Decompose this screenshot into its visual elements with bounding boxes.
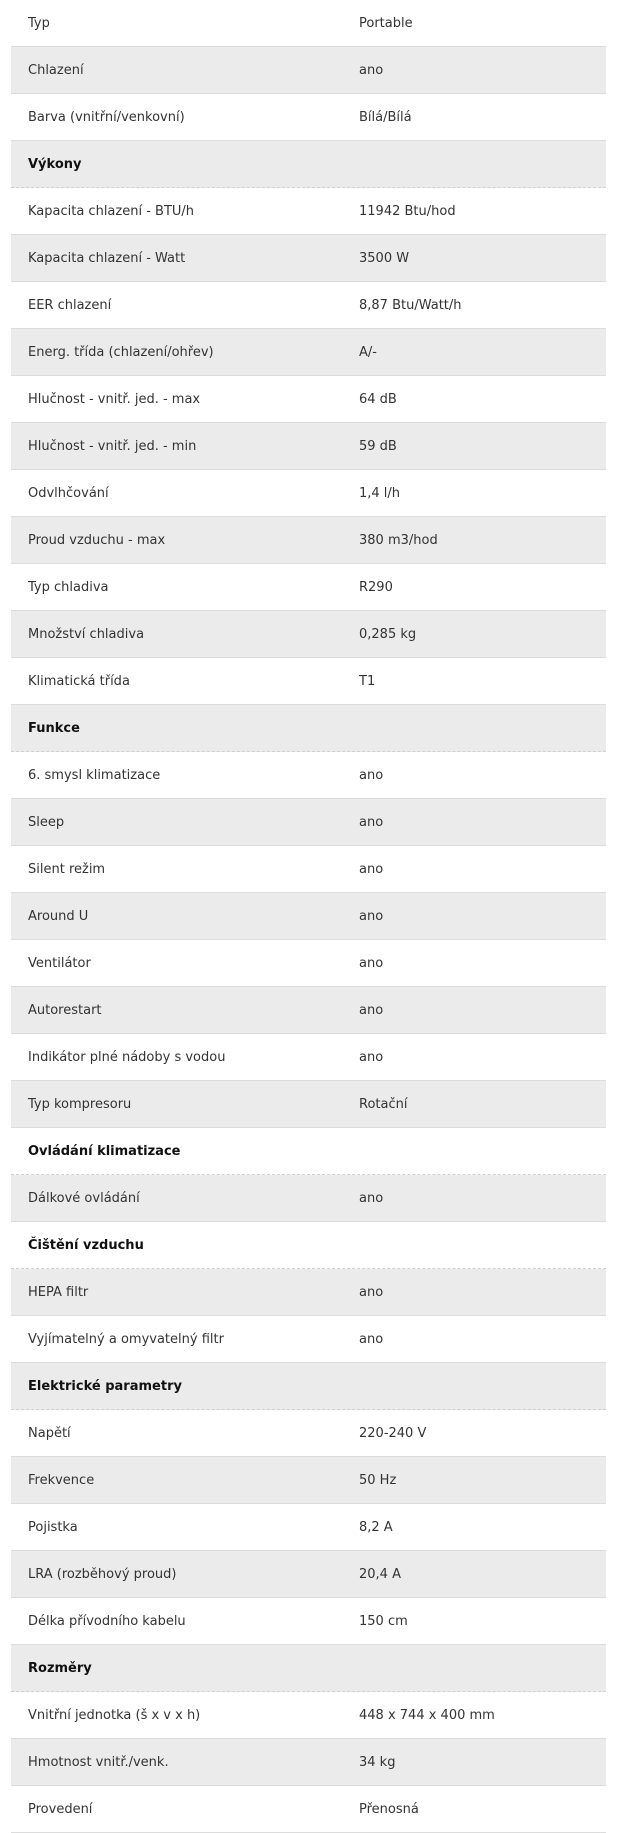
spec-label: Kapacita chlazení - Watt <box>28 250 186 266</box>
spec-row <box>11 1598 606 1645</box>
spec-label: Proud vzduchu - max <box>28 532 166 548</box>
spec-row <box>11 1081 606 1128</box>
spec-value: ano <box>359 1190 384 1206</box>
section-header <box>11 705 606 752</box>
spec-value: 8,2 A <box>359 1519 393 1535</box>
spec-label: Ventilátor <box>28 955 91 971</box>
spec-row <box>11 564 606 611</box>
spec-value: ano <box>359 814 384 830</box>
spec-row <box>11 1316 606 1363</box>
spec-label: LRA (rozběhový proud) <box>28 1566 177 1582</box>
section-title: Rozměry <box>28 1660 92 1676</box>
spec-value: 448 x 744 x 400 mm <box>359 1707 495 1723</box>
spec-value: ano <box>359 908 384 924</box>
spec-row <box>11 1551 606 1598</box>
spec-row <box>11 799 606 846</box>
spec-value: 220-240 V <box>359 1425 427 1441</box>
spec-value: 20,4 A <box>359 1566 401 1582</box>
spec-value: 150 cm <box>359 1613 408 1629</box>
spec-row <box>11 470 606 517</box>
spec-label: Chlazení <box>28 62 84 78</box>
spec-value: ano <box>359 861 384 877</box>
spec-row <box>11 1034 606 1081</box>
spec-label: Indikátor plné nádoby s vodou <box>28 1049 226 1065</box>
spec-label: Typ <box>28 15 50 31</box>
spec-label: Klimatická třída <box>28 673 130 689</box>
spec-value: Bílá/Bílá <box>359 109 412 125</box>
spec-label: Hlučnost - vnitř. jed. - min <box>28 438 197 454</box>
spec-label: Délka přívodního kabelu <box>28 1613 186 1629</box>
spec-label: Napětí <box>28 1425 71 1441</box>
spec-row <box>11 1739 606 1786</box>
spec-label: Around U <box>28 908 89 924</box>
spec-value: Rotační <box>359 1096 408 1112</box>
spec-label: Silent režim <box>28 861 106 877</box>
spec-row <box>11 282 606 329</box>
spec-value: ano <box>359 62 384 78</box>
spec-label: EER chlazení <box>28 297 112 313</box>
spec-label: Sleep <box>28 814 65 830</box>
spec-label: Energ. třída (chlazení/ohřev) <box>28 344 214 360</box>
spec-row <box>11 517 606 564</box>
spec-label: Dálkové ovládání <box>28 1190 140 1206</box>
section-title: Čištění vzduchu <box>28 1237 144 1253</box>
spec-label: Kapacita chlazení - BTU/h <box>28 203 195 219</box>
spec-row <box>11 0 606 47</box>
spec-label: Typ chladiva <box>28 579 109 595</box>
spec-value: ano <box>359 1331 384 1347</box>
spec-label: 6. smysl klimatizace <box>28 767 161 783</box>
spec-row <box>11 1786 606 1833</box>
spec-row <box>11 235 606 282</box>
spec-row <box>11 1457 606 1504</box>
spec-row <box>11 846 606 893</box>
spec-row <box>11 1410 606 1457</box>
section-title: Výkony <box>28 156 82 172</box>
spec-value: 3500 W <box>359 250 410 266</box>
section-header <box>11 1645 606 1692</box>
spec-value: 11942 Btu/hod <box>359 203 456 219</box>
spec-value: 50 Hz <box>359 1472 397 1488</box>
spec-label: Frekvence <box>28 1472 95 1488</box>
spec-row <box>11 752 606 799</box>
spec-label: Množství chladiva <box>28 626 145 642</box>
spec-row <box>11 376 606 423</box>
spec-row <box>11 893 606 940</box>
spec-label: Vyjímatelný a omyvatelný filtr <box>28 1331 224 1347</box>
spec-table <box>11 0 606 1833</box>
spec-row <box>11 611 606 658</box>
spec-value: ano <box>359 767 384 783</box>
spec-value: 34 kg <box>359 1754 396 1770</box>
spec-label: Provedení <box>28 1801 93 1817</box>
spec-label: Vnitřní jednotka (š x v x h) <box>28 1707 201 1723</box>
spec-value: A/- <box>359 344 377 360</box>
spec-row <box>11 1175 606 1222</box>
spec-value: Portable <box>359 15 413 31</box>
spec-row <box>11 1504 606 1551</box>
section-header <box>11 1222 606 1269</box>
spec-row <box>11 423 606 470</box>
spec-value: ano <box>359 1049 384 1065</box>
spec-row <box>11 47 606 94</box>
spec-label: Autorestart <box>28 1002 102 1018</box>
spec-value: 8,87 Btu/Watt/h <box>359 297 462 313</box>
spec-row <box>11 1692 606 1739</box>
spec-label: Odvlhčování <box>28 485 109 501</box>
spec-value: ano <box>359 955 384 971</box>
spec-value: Přenosná <box>359 1801 419 1817</box>
section-title: Ovládání klimatizace <box>28 1143 181 1159</box>
spec-row <box>11 940 606 987</box>
section-header <box>11 1128 606 1175</box>
spec-value: ano <box>359 1002 384 1018</box>
spec-row <box>11 658 606 705</box>
spec-value: T1 <box>359 673 376 689</box>
spec-label: HEPA filtr <box>28 1284 89 1300</box>
spec-label: Hmotnost vnitř./venk. <box>28 1754 169 1770</box>
section-header <box>11 1363 606 1410</box>
spec-value: ano <box>359 1284 384 1300</box>
spec-label: Pojistka <box>28 1519 78 1535</box>
spec-value: 59 dB <box>359 438 397 454</box>
section-title: Funkce <box>28 720 80 736</box>
spec-value: 380 m3/hod <box>359 532 438 548</box>
spec-label: Typ kompresoru <box>28 1096 132 1112</box>
spec-value: 1,4 l/h <box>359 485 401 501</box>
section-header <box>11 141 606 188</box>
spec-row <box>11 1269 606 1316</box>
section-title: Elektrické parametry <box>28 1378 182 1394</box>
spec-value: 0,285 kg <box>359 626 417 642</box>
spec-label: Barva (vnitřní/venkovní) <box>28 109 185 125</box>
spec-row <box>11 329 606 376</box>
spec-row <box>11 188 606 235</box>
spec-row <box>11 987 606 1034</box>
spec-row <box>11 94 606 141</box>
spec-value: R290 <box>359 579 393 595</box>
spec-label: Hlučnost - vnitř. jed. - max <box>28 391 201 407</box>
spec-value: 64 dB <box>359 391 397 407</box>
